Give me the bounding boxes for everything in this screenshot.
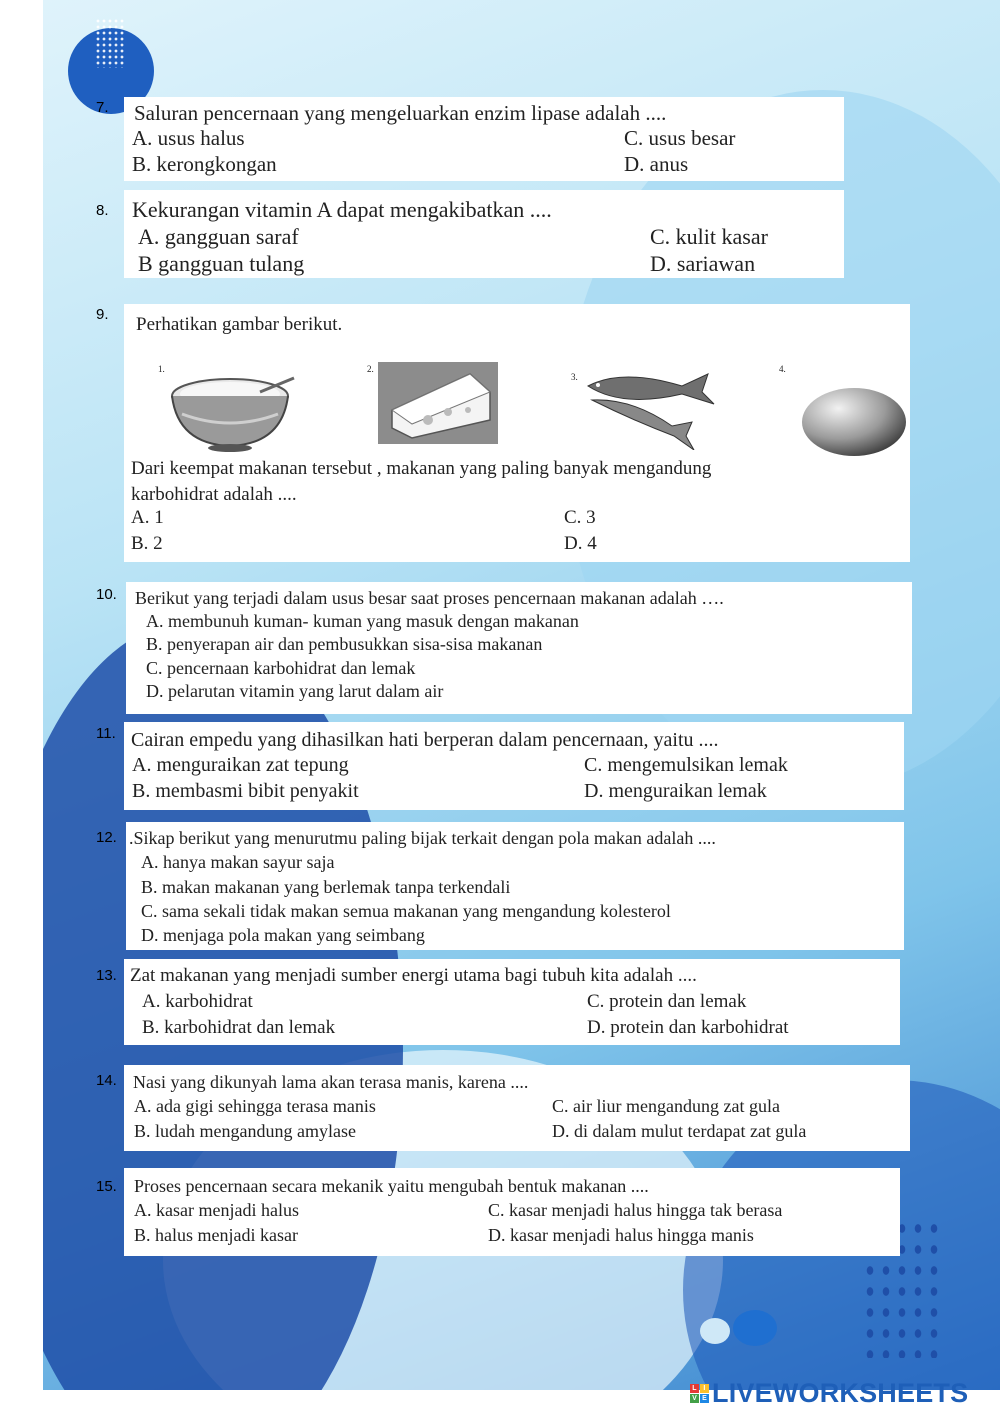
question-stem-line1: Dari keempat makanan tersebut , makanan yang paling banyak mengandung: [131, 458, 712, 479]
question-number: 8.: [96, 202, 109, 219]
option-b[interactable]: B. makan makanan yang berlemak tanpa terkendali: [141, 877, 511, 897]
option-d[interactable]: D. kasar menjadi halus hingga manis: [488, 1225, 754, 1245]
question-number: 14.: [96, 1072, 117, 1089]
question-card-11: [124, 722, 904, 810]
option-a[interactable]: A. karbohidrat: [142, 991, 253, 1012]
question-card-14: [124, 1065, 910, 1151]
option-c[interactable]: C. pencernaan karbohidrat dan lemak: [146, 658, 416, 678]
option-c[interactable]: C. mengemulsikan lemak: [584, 754, 788, 776]
question-stem: Kekurangan vitamin A dapat mengakibatkan ....: [132, 197, 552, 222]
logo-text: LIVEWORKSHEETS: [712, 1378, 969, 1408]
question-stem: .Sikap berikut yang menurutmu paling bijak terkait dengan pola makan adalah ....: [129, 828, 716, 848]
option-a[interactable]: A. membunuh kuman- kuman yang masuk dengan makanan: [146, 611, 579, 631]
question-number: 15.: [96, 1178, 117, 1195]
option-b[interactable]: B. membasmi bibit penyakit: [132, 780, 359, 802]
question-stem-line2: karbohidrat adalah ....: [131, 484, 297, 505]
rice-bowl-image: [168, 374, 298, 454]
egg-image: [800, 388, 910, 458]
logo-mark-icon: L I V E: [690, 1384, 709, 1403]
fish-image: [582, 370, 722, 450]
option-c[interactable]: C. usus besar: [624, 126, 736, 150]
option-c[interactable]: C. air liur mengandung zat gula: [552, 1096, 780, 1116]
option-a[interactable]: A. 1: [131, 507, 164, 528]
option-b[interactable]: B. penyerapan air dan pembusukkan sisa-sisa makanan: [146, 634, 543, 654]
decorative-bubble: [700, 1318, 730, 1344]
option-d[interactable]: D. pelarutan vitamin yang larut dalam air: [146, 681, 444, 701]
question-stem: Cairan empedu yang dihasilkan hati berperan dalam pencernaan, yaitu ....: [131, 729, 719, 751]
question-stem: Saluran pencernaan yang mengeluarkan enzim lipase adalah ....: [134, 101, 667, 125]
option-a[interactable]: A. menguraikan zat tepung: [132, 754, 349, 776]
question-number: 12.: [96, 829, 117, 846]
question-card-9: [124, 304, 910, 562]
cheese-image: [378, 362, 498, 444]
option-d[interactable]: D. protein dan karbohidrat: [587, 1017, 789, 1038]
option-c[interactable]: C. kulit kasar: [650, 224, 768, 249]
question-card-15: [124, 1168, 900, 1256]
image-label: 2.: [367, 364, 374, 374]
option-b[interactable]: B. ludah mengandung amylase: [134, 1121, 356, 1141]
image-label: 4.: [779, 364, 786, 374]
option-a[interactable]: A. ada gigi sehingga terasa manis: [134, 1096, 376, 1116]
question-stem: Nasi yang dikunyah lama akan terasa manis, karena ....: [133, 1072, 529, 1092]
option-c[interactable]: C. kasar menjadi halus hingga tak berasa: [488, 1200, 783, 1220]
decorative-dots: [95, 18, 125, 68]
question-number: 9.: [96, 306, 109, 323]
question-number: 10.: [96, 586, 117, 603]
option-d[interactable]: D. menjaga pola makan yang seimbang: [141, 925, 425, 945]
option-a[interactable]: A. gangguan saraf: [138, 224, 299, 249]
question-card-8: [124, 190, 844, 278]
option-a[interactable]: A. kasar menjadi halus: [134, 1200, 299, 1220]
question-number: 7.: [96, 99, 109, 116]
decorative-bubble: [733, 1310, 777, 1346]
question-card-10: [126, 582, 912, 714]
option-a[interactable]: A. usus halus: [132, 126, 245, 150]
option-c[interactable]: C. 3: [564, 507, 596, 528]
image-label: 3.: [571, 372, 578, 382]
question-card-7: [124, 97, 844, 181]
question-number: 11.: [96, 725, 116, 742]
question-stem: Proses pencernaan secara mekanik yaitu mengubah bentuk makanan ....: [134, 1176, 649, 1196]
question-card-13: [124, 959, 900, 1045]
option-d[interactable]: D. anus: [624, 152, 689, 176]
option-a[interactable]: A. hanya makan sayur saja: [141, 852, 335, 872]
question-stem: Zat makanan yang menjadi sumber energi utama bagi tubuh kita adalah ....: [130, 965, 697, 986]
option-d[interactable]: D. menguraikan lemak: [584, 780, 767, 802]
liveworksheets-logo[interactable]: [690, 1378, 968, 1409]
option-d[interactable]: D. di dalam mulut terdapat zat gula: [552, 1121, 807, 1141]
option-d[interactable]: D. sariawan: [650, 251, 756, 276]
question-card-12: [126, 822, 904, 950]
option-b[interactable]: B. kerongkongan: [132, 152, 277, 176]
option-b[interactable]: B. halus menjadi kasar: [134, 1225, 298, 1245]
option-b[interactable]: B. 2: [131, 533, 163, 554]
option-c[interactable]: C. protein dan lemak: [587, 991, 747, 1012]
question-number: 13.: [96, 967, 117, 984]
option-c[interactable]: C. sama sekali tidak makan semua makanan yang mengandung kolesterol: [141, 901, 671, 921]
question-intro: Perhatikan gambar berikut.: [136, 314, 343, 335]
option-b[interactable]: B. karbohidrat dan lemak: [142, 1017, 336, 1038]
image-label: 1.: [158, 364, 165, 374]
question-stem: Berikut yang terjadi dalam usus besar saat proses pencernaan makanan adalah ….: [135, 588, 724, 608]
option-b[interactable]: B gangguan tulang: [138, 251, 305, 276]
option-d[interactable]: D. 4: [564, 533, 597, 554]
